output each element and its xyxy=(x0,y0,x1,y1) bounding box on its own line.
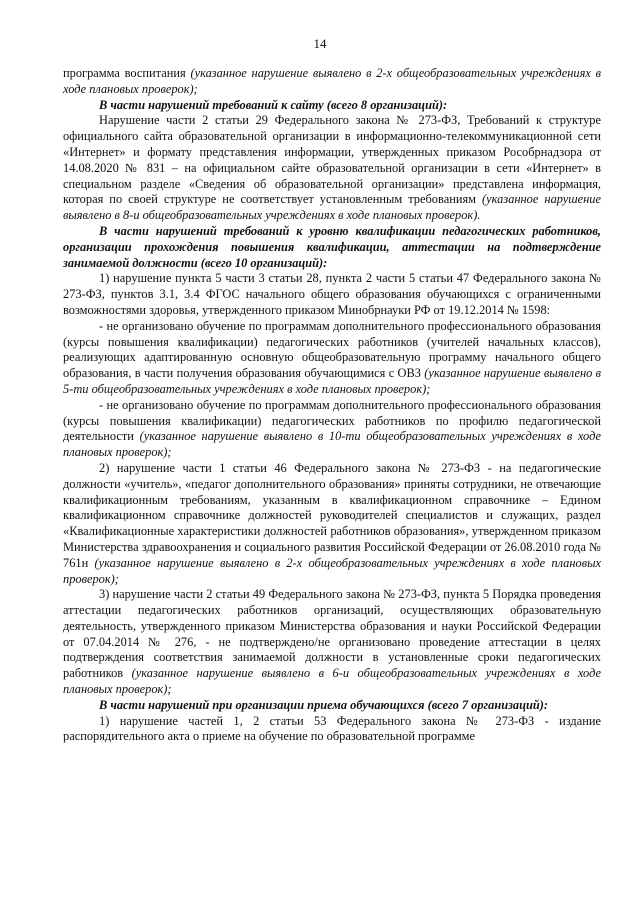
paragraph-text: Нарушение части 2 статьи 29 Федерального закона № 273-ФЗ, Требований к структуре официального сайта образовательной организации в информационно-телекоммуникационной сети «Интернет» и формату представления информации, утвержденных приказом Рособрнадзора от 14.08.2020 № 831 – на официальном сайте образовательной организации в сети «Интернет» в специальном разделе «Сведения об образовательной организации» представлена информация, которая по своей структуре не соответствует установленным требованиям xyxy=(63,113,601,207)
italic-note: (указанное нарушение выявлено в 8-и общеобразовательных учреждениях в ходе плановых проверок). xyxy=(63,192,601,223)
page-number: 14 xyxy=(313,36,327,51)
paragraph-text: - не организовано обучение по программам дополнительного профессионального образования (курсы повышения квалификации) педагогических работников по профилю педагогической деятельности xyxy=(63,397,601,444)
body-paragraph xyxy=(63,66,601,98)
body-paragraph xyxy=(63,714,601,746)
section-heading xyxy=(63,698,601,714)
body-paragraph xyxy=(63,461,601,587)
italic-note: (указанное нарушение выявлено в 5-ти общеобразовательных учреждениях в ходе плановых проверок); xyxy=(63,366,601,396)
body-paragraph xyxy=(63,271,601,318)
body-paragraph xyxy=(63,113,601,224)
italic-note: (указанное нарушение выявлено в 6-и общеобразовательных учреждениях в ходе плановых проверок); xyxy=(63,666,601,697)
paragraph-text: 3) нарушение части 2 статьи 49 Федерального закона № 273-ФЗ, пункта 5 Порядка проведения аттестации педагогических работников организаций, осуществляющих образовательную деятельность, утвержденного приказом Министерства образования и науки Российской Федерации от 07.04.2014 № 276, - не подтверждено/не организовано проведение аттестации в целях подтверждения соответствия занимаемой должности в установленные сроки педагогических работников xyxy=(63,587,601,681)
paragraph-text: 1) нарушение частей 1, 2 статьи 53 Федерального закона № 273-ФЗ - издание распорядительного акта о приеме на обучение по образовательной программе xyxy=(63,713,601,744)
body-paragraph xyxy=(63,587,601,698)
heading-text: В части нарушений требований к сайту (всего 8 организаций): xyxy=(99,97,448,112)
heading-text: В части нарушений при организации приема обучающихся (всего 7 организаций): xyxy=(99,697,549,712)
italic-note: (указанное нарушение выявлено в 2-х общеобразовательных учреждениях в ходе плановых проверок); xyxy=(63,555,601,586)
paragraph-text: 1) нарушение пункта 5 части 3 статьи 28, пункта 2 части 5 статьи 47 Федерального закона № 273-ФЗ, пунктов 3.1, 3.4 ФГОС начального общего образования обучающихся с ограниченными возможностями здоровья, утвержденного приказом Минобрнауки РФ от 19.12.2014 № 1598: xyxy=(63,271,601,317)
section-heading xyxy=(63,98,601,114)
section-heading xyxy=(63,224,601,271)
paragraph-text: 2) нарушение части 1 статьи 46 Федерального закона № 273-ФЗ - на педагогические должности «учитель», «педагог дополнительного образования» приняты сотрудники, не отвечающие квалификационным требованиям, указанным в квалификационном справочнике – Едином квалификационном справочнике должностей руководителей специалистов и служащих, раздел «Квалификационные характеристики должностей работников образования», утвержденном приказом Министерства здравоохранения и социального развития Российской Федерации от 26.08.2010 года № 761н xyxy=(63,460,601,570)
paragraph-text: - не организовано обучение по программам дополнительного профессионального образования (курсы повышения квалификации) педагогических работников (учителей начальных классов), реализующих адаптированную основную общеобразовательную программу начального общего образования, в части получения образования обучающимися с ОВЗ xyxy=(63,318,601,381)
body-paragraph xyxy=(63,319,601,398)
italic-note: (указанное нарушение выявлено в 2-х общеобразовательных учреждениях в ходе плановых проверок); xyxy=(63,66,602,96)
italic-note: (указанное нарушение выявлено в 10-ти общеобразовательных учреждениях в ходе плановых проверок); xyxy=(63,429,601,460)
heading-text: В части нарушений требований к уровню квалификации педагогических работников, организации прохождения повышения квалификации, аттестации на подтверждение занимаемой должности (всего 10 организаций): xyxy=(63,223,601,270)
document-body xyxy=(63,66,601,745)
paragraph-text: программа воспитания xyxy=(63,66,191,80)
body-paragraph xyxy=(63,398,601,461)
